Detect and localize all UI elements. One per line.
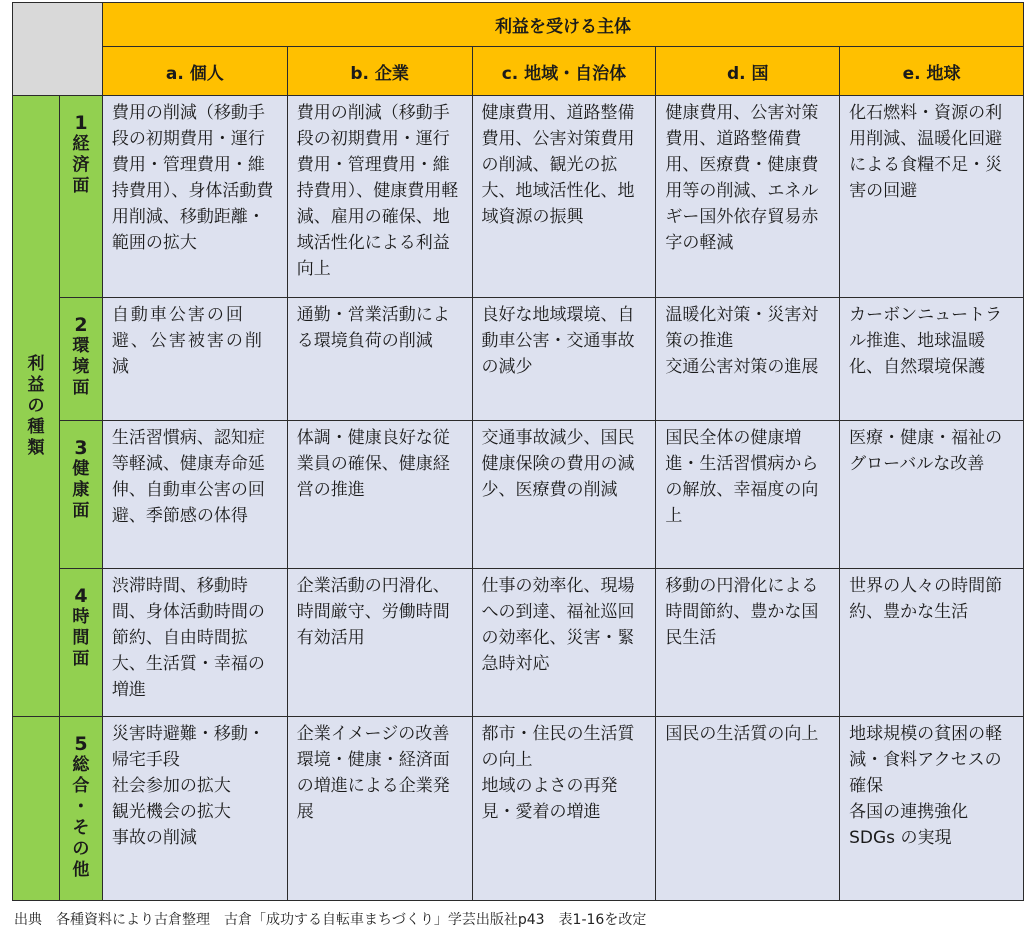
row-label-general (59, 717, 102, 901)
table-cell: 温暖化対策・災害対策の推進 交通公害対策の進展 (656, 298, 840, 421)
row-label-environment (59, 298, 102, 421)
corner-cell (13, 3, 103, 96)
table-cell: 健康費用、道路整備費用、公害対策費用の削減、観光の拡大、地域活性化、地域資源の振興 (472, 96, 656, 298)
table-row (13, 569, 1024, 717)
header-title: 利益を受ける主体 (102, 3, 1023, 47)
table-cell: 災害時避難・移動・帰宅手段 社会参加の拡大 観光機会の拡大 事故の削減 (102, 717, 287, 901)
row-number: 5 (74, 733, 88, 755)
column-header-region: c. 地域・自治体 (472, 47, 656, 96)
row-label-health (59, 421, 102, 569)
row-label-text: 健 康 面 (72, 459, 90, 521)
table-cell: 国民の生活質の向上 (656, 717, 840, 901)
row-number: 4 (74, 585, 88, 607)
benefit-kind-label (13, 96, 60, 717)
column-header-earth: e. 地球 (840, 47, 1024, 96)
table-cell: 地球規模の貧困の軽減・食料アクセスの確保 各国の連携強化 SDGs の実現 (840, 717, 1024, 901)
row-label-text: 総 合 ・ そ の 他 (72, 755, 90, 880)
benefit-kind-blank (13, 717, 60, 901)
table-cell: 生活習慣病、認知症等軽減、健康寿命延伸、自動車公害の回避、季節感の体得 (102, 421, 287, 569)
source-note: 出典 各種資料により古倉整理 古倉「成功する自転車まちづくり」学芸出版社p43 表1-16を改定 (14, 912, 647, 928)
column-header-individual: a. 個人 (102, 47, 287, 96)
row-number: 3 (74, 437, 88, 459)
table-cell: 移動の円滑化による時間節約、豊かな国民生活 (656, 569, 840, 717)
row-number: 1 (74, 112, 88, 134)
table-row (13, 421, 1024, 569)
table-cell: 費用の削減（移動手段の初期費用・運行費用・管理費用・維持費用）、身体活動費用削減、移動距離・範囲の拡大 (102, 96, 287, 298)
table-cell: カーボンニュートラル推進、地球温暖化、自然環境保護 (840, 298, 1024, 421)
table-cell: 仕事の効率化、現場への到達、福祉巡回の効率化、災害・緊急時対応 (472, 569, 656, 717)
table-cell: 体調・健康良好な従業員の確保、健康経営の推進 (287, 421, 472, 569)
table-row (13, 717, 1024, 901)
header-title-row (13, 3, 1024, 47)
table-cell: 世界の人々の時間節約、豊かな生活 (840, 569, 1024, 717)
header-columns-row (13, 47, 1024, 96)
table-cell: 自動車公害の回避、公害被害の削減 (102, 298, 287, 421)
table-cell: 費用の削減（移動手段の初期費用・運行費用・管理費用・維持費用）、健康費用軽減、雇用の確保、地域活性化による利益向上 (287, 96, 472, 298)
table-cell: 化石燃料・資源の利用削減、温暖化回避による食糧不足・災害の回避 (840, 96, 1024, 298)
benefit-table (12, 2, 1024, 901)
table-cell: 健康費用、公害対策費用、道路整備費用、医療費・健康費用等の削減、エネルギー国外依存貿易赤字の軽減 (656, 96, 840, 298)
table-cell: 医療・健康・福祉のグローバルな改善 (840, 421, 1024, 569)
row-label-economy (59, 96, 102, 298)
column-header-nation: d. 国 (656, 47, 840, 96)
row-label-text: 経 済 面 (72, 134, 90, 196)
table-cell: 都市・住民の生活質の向上 地域のよさの再発見・愛着の増進 (472, 717, 656, 901)
table-cell: 渋滞時間、移動時間、身体活動時間の節約、自由時間拡大、生活質・幸福の増進 (102, 569, 287, 717)
benefit-kind-text: 利 益 の 種 類 (27, 353, 45, 458)
table-row (13, 298, 1024, 421)
table-cell: 企業イメージの改善 環境・健康・経済面の増進による企業発展 (287, 717, 472, 901)
column-header-company: b. 企業 (287, 47, 472, 96)
row-label-time (59, 569, 102, 717)
table-cell: 交通事故減少、国民健康保険の費用の減少、医療費の削減 (472, 421, 656, 569)
table-row (13, 96, 1024, 298)
table-cell: 国民全体の健康増進・生活習慣病からの解放、幸福度の向上 (656, 421, 840, 569)
row-number: 2 (74, 314, 88, 336)
row-label-text: 時 間 面 (72, 607, 90, 669)
table-cell: 良好な地域環境、自動車公害・交通事故の減少 (472, 298, 656, 421)
table-cell: 企業活動の円滑化、時間厳守、労働時間有効活用 (287, 569, 472, 717)
table-cell: 通勤・営業活動による環境負荷の削減 (287, 298, 472, 421)
row-label-text: 環 境 面 (72, 336, 90, 398)
